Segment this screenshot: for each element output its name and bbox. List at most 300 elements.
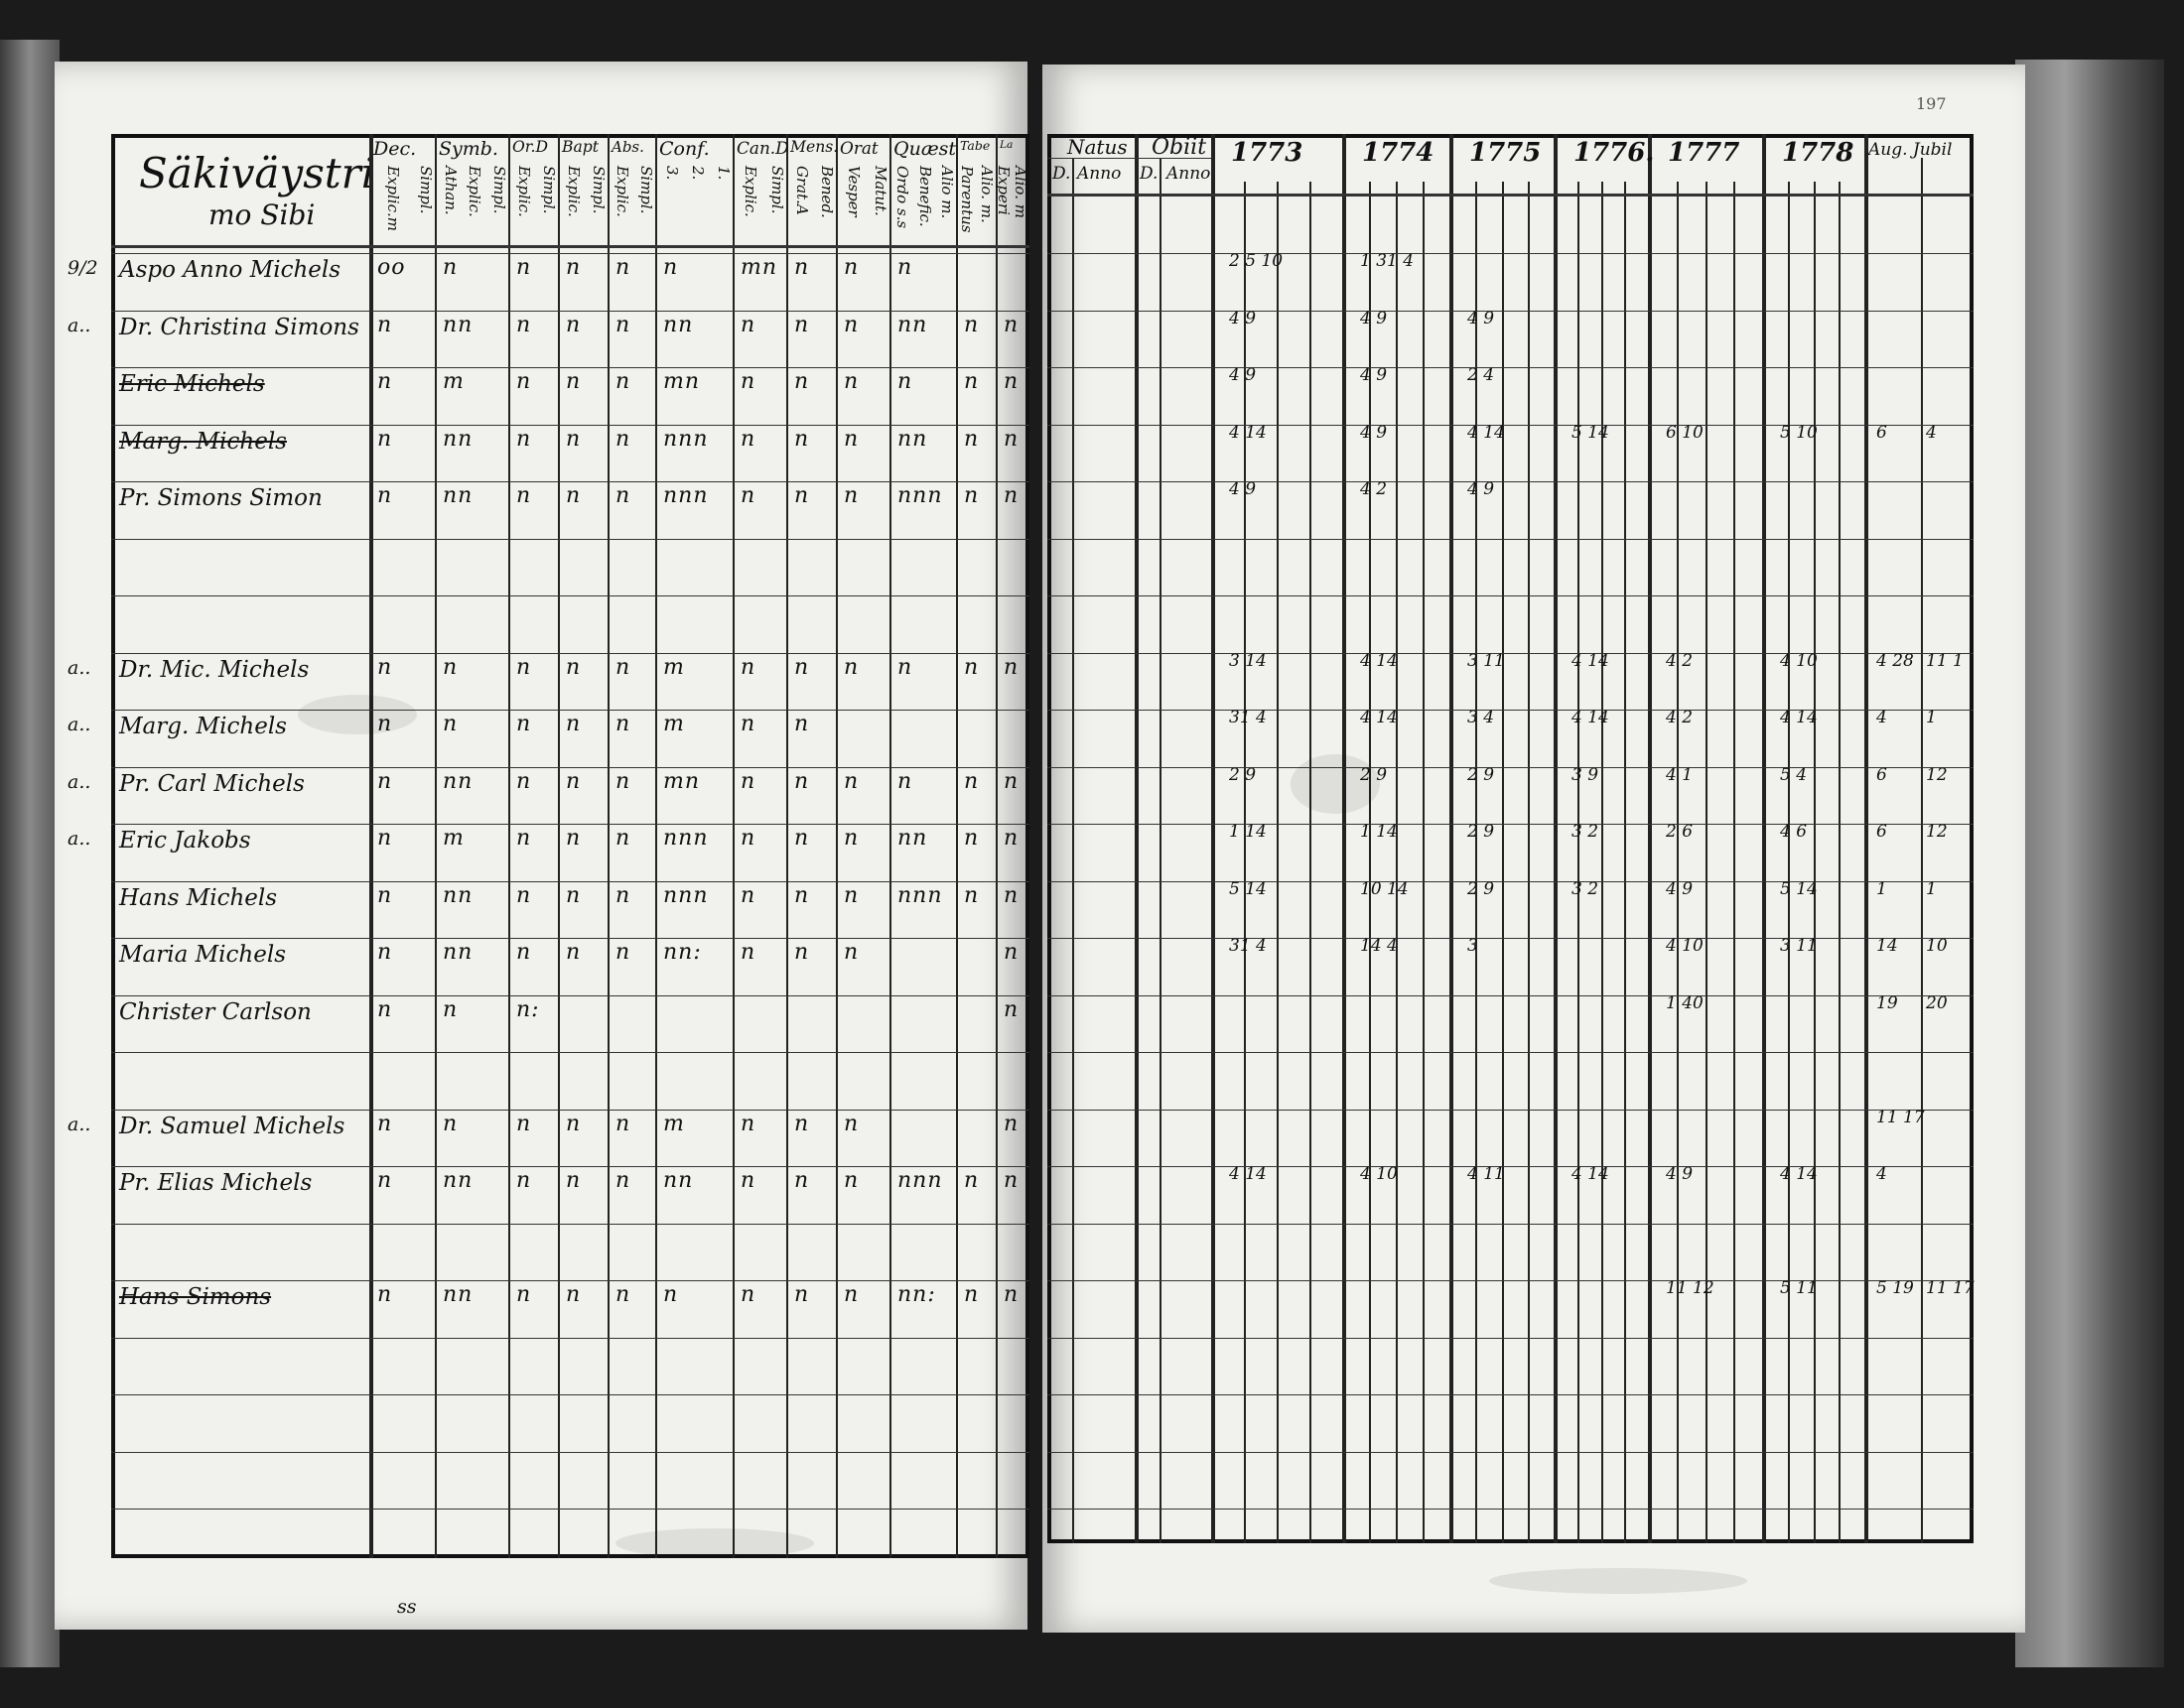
row-right-value: 4 xyxy=(1876,708,1887,727)
row-mark: n xyxy=(1004,826,1020,851)
row-right-value: 4 14 xyxy=(1571,708,1609,727)
right-obiit-subdivider xyxy=(1160,158,1161,1543)
row-mark: n xyxy=(741,1111,756,1136)
right-column-divider xyxy=(1554,134,1558,1543)
row-mark: n xyxy=(741,768,756,794)
row-right-value: 10 14 xyxy=(1360,878,1409,899)
right-year-subdivider xyxy=(1475,182,1477,1543)
right-row-rule xyxy=(1047,595,1974,596)
row-mark: n xyxy=(566,369,582,394)
left-row-rule xyxy=(111,1110,1029,1111)
row-mark: n xyxy=(844,312,860,337)
row-right-value: 5 14 xyxy=(1229,878,1267,899)
right-header-obiit-d: D. xyxy=(1140,164,1159,184)
left-subheader-9-2: Alio m. xyxy=(938,166,956,219)
left-header-3: Bapt xyxy=(562,138,600,156)
right-year-subdivider xyxy=(1677,182,1679,1543)
left-row-rule xyxy=(111,253,1029,254)
row-mark: n xyxy=(566,312,582,337)
left-header-11: La xyxy=(1000,138,1014,151)
right-header-aug-jubil: Aug. Jubil xyxy=(1868,140,1953,160)
left-row-rule xyxy=(111,995,1029,996)
right-year-subdivider xyxy=(1528,182,1530,1543)
left-subheader-6-0: Explic. xyxy=(742,166,759,217)
left-header-0: Dec. xyxy=(373,138,417,160)
row-mark: nnn xyxy=(663,882,709,908)
row-right-value: 4 28 xyxy=(1876,650,1914,671)
row-right-value: 3 9 xyxy=(1571,764,1599,785)
row-name: Hans Simons xyxy=(119,1284,272,1310)
row-right-value: 4 14 xyxy=(1360,708,1398,727)
row-mark: n xyxy=(443,255,459,280)
right-year-subdivider xyxy=(1706,182,1707,1543)
row-mark: n xyxy=(897,255,913,280)
row-mark: m xyxy=(443,369,465,394)
row-mark: n xyxy=(377,768,393,794)
right-row-rule xyxy=(1047,1452,1974,1453)
row-right-value: 4 14 xyxy=(1780,1164,1818,1184)
left-row-rule xyxy=(111,1224,1029,1225)
left-column-divider xyxy=(733,134,735,1558)
row-name: Eric Michels xyxy=(119,371,265,397)
row-mark: n xyxy=(443,712,459,736)
row-mark: n xyxy=(516,426,532,452)
row-right-value: 4 11 xyxy=(1467,1164,1505,1184)
row-right-value: 5 10 xyxy=(1780,422,1818,443)
row-mark: n xyxy=(516,940,532,965)
row-mark: n xyxy=(897,654,913,680)
row-right-value: 20 xyxy=(1926,992,1948,1013)
row-mark: nn xyxy=(443,1282,474,1307)
row-mark: n xyxy=(516,712,532,736)
row-right-value: 5 19 xyxy=(1876,1278,1914,1298)
row-mark: n xyxy=(741,312,756,337)
row-right-value: 4 9 xyxy=(1229,365,1257,385)
row-margin-mark: a.. xyxy=(68,770,91,793)
row-mark: nnn xyxy=(663,483,709,508)
left-subheader-9-1: Benefic. xyxy=(915,166,934,227)
left-row-rule xyxy=(111,367,1029,368)
right-year-subdivider xyxy=(1396,182,1398,1543)
row-mark: n xyxy=(794,255,810,280)
row-mark: n xyxy=(663,1282,679,1307)
right-column-divider xyxy=(1762,134,1766,1543)
right-column-divider xyxy=(1864,134,1868,1543)
row-name: Dr. Samuel Michels xyxy=(119,1113,345,1139)
row-mark: n xyxy=(1004,426,1020,452)
row-mark: nn xyxy=(897,312,928,337)
row-right-value: 4 2 xyxy=(1666,650,1694,671)
row-name: Hans Michels xyxy=(119,884,278,911)
right-year-subdivider xyxy=(1502,182,1504,1543)
right-header-year-0: 1773 xyxy=(1231,138,1303,168)
row-mark: n xyxy=(1004,1168,1020,1193)
left-subheader-0-0: Explic.m xyxy=(384,166,402,231)
row-mark: nn xyxy=(663,1168,694,1193)
row-mark: n xyxy=(844,940,860,965)
row-mark: n xyxy=(741,654,756,680)
row-mark: n xyxy=(377,426,393,452)
row-margin-mark: 9/2 xyxy=(68,257,98,279)
row-mark: n xyxy=(516,255,532,280)
right-last-subdivider xyxy=(1921,158,1923,1543)
row-mark: nn xyxy=(443,940,474,965)
row-mark: nn xyxy=(443,426,474,452)
row-mark: n xyxy=(566,255,582,280)
row-right-value: 1 31 4 xyxy=(1360,251,1415,271)
row-mark: n xyxy=(964,483,980,508)
row-right-value: 2 9 xyxy=(1229,764,1257,785)
row-mark: n xyxy=(516,1111,532,1136)
row-mark: n xyxy=(741,1168,756,1193)
row-mark: n xyxy=(964,1168,980,1193)
left-column-divider xyxy=(655,134,657,1558)
row-right-value: 4 9 xyxy=(1229,479,1257,499)
row-mark: n xyxy=(1004,996,1020,1022)
row-mark: n xyxy=(1004,369,1020,394)
row-mark: n xyxy=(964,654,980,680)
right-header-year-1: 1774 xyxy=(1362,138,1434,168)
left-column-divider xyxy=(608,134,610,1558)
row-mark: n xyxy=(615,712,631,736)
left-column-divider xyxy=(786,134,788,1558)
left-column-divider xyxy=(956,134,958,1558)
left-row-rule xyxy=(111,938,1029,939)
row-mark: n xyxy=(794,1282,810,1307)
left-subheader-1-0: Athan. xyxy=(441,166,460,215)
right-row-rule xyxy=(1047,539,1974,540)
row-right-value: 2 9 xyxy=(1360,764,1388,785)
row-mark: n xyxy=(615,768,631,794)
row-mark: n xyxy=(516,768,532,794)
row-mark: n xyxy=(844,369,860,394)
row-right-value: 14 4 xyxy=(1360,936,1398,956)
row-right-value: 10 xyxy=(1926,936,1948,956)
left-row-rule xyxy=(111,539,1029,540)
left-header-2: Or.D xyxy=(512,138,549,156)
row-mark: n xyxy=(566,940,582,965)
right-year-subdivider xyxy=(1733,182,1735,1543)
right-header-year-3: 1776. xyxy=(1573,138,1655,168)
left-page-title-line1: Säkiväystri xyxy=(139,149,375,197)
left-subheader-8-1: Matut. xyxy=(872,166,889,216)
row-mark: n xyxy=(844,255,860,280)
row-mark: n xyxy=(566,712,582,736)
right-year-subdivider xyxy=(1244,182,1246,1543)
row-right-value: 14 xyxy=(1876,936,1898,956)
row-right-value: 12 xyxy=(1926,822,1948,842)
row-mark: nnn xyxy=(663,826,709,851)
row-mark: n xyxy=(794,882,810,908)
right-row-rule xyxy=(1047,1052,1974,1053)
row-mark: n xyxy=(964,826,980,851)
row-mark: n: xyxy=(516,996,540,1022)
row-mark: n xyxy=(615,1111,631,1136)
row-mark: n xyxy=(615,426,631,452)
left-subheader-2-1: Simpl. xyxy=(540,166,558,214)
row-right-value: 4 6 xyxy=(1780,822,1808,842)
right-row-rule xyxy=(1047,253,1974,254)
row-mark: n xyxy=(443,996,459,1022)
row-right-value: 4 9 xyxy=(1360,365,1388,385)
row-mark: n xyxy=(566,1282,582,1307)
row-mark: n xyxy=(377,1168,393,1193)
row-mark: nn: xyxy=(897,1282,936,1307)
row-mark: n xyxy=(615,1168,631,1193)
row-right-value: 5 14 xyxy=(1571,422,1609,443)
right-year-subdivider xyxy=(1369,182,1371,1543)
right-header-natus-anno: Anno xyxy=(1077,164,1122,184)
left-subheader-11-0: Experi xyxy=(995,166,1013,215)
row-mark: nn xyxy=(897,426,928,452)
row-mark: n xyxy=(443,654,459,680)
right-header-obiit: Obiit xyxy=(1152,135,1207,160)
row-right-value: 2 9 xyxy=(1467,764,1495,785)
row-right-value: 6 10 xyxy=(1666,422,1704,443)
right-row-rule xyxy=(1047,425,1974,426)
row-right-value: 3 2 xyxy=(1571,822,1599,842)
right-column-divider xyxy=(1648,134,1652,1543)
row-mark: n xyxy=(741,369,756,394)
row-right-value: 4 14 xyxy=(1467,422,1505,443)
row-margin-mark: a.. xyxy=(68,1113,91,1135)
row-mark: n xyxy=(794,426,810,452)
left-subheader-4-0: Explic. xyxy=(614,166,631,217)
row-name: Dr. Christina Simons xyxy=(119,314,359,340)
left-row-rule xyxy=(111,311,1029,312)
left-subheader-0-1: Simpl. xyxy=(417,166,435,214)
right-row-rule xyxy=(1047,1280,1974,1281)
left-column-divider xyxy=(996,134,998,1558)
row-mark: n xyxy=(566,426,582,452)
left-row-rule xyxy=(111,710,1029,711)
row-mark: n xyxy=(964,882,980,908)
row-margin-mark: a.. xyxy=(68,714,91,735)
row-mark: n xyxy=(377,712,393,736)
right-year-subdivider xyxy=(1814,182,1816,1543)
row-mark: n xyxy=(615,826,631,851)
left-header-9: Quæst xyxy=(893,138,957,160)
row-mark: n xyxy=(615,483,631,508)
row-mark: n xyxy=(844,1168,860,1193)
left-subheader-1-2: Simpl. xyxy=(490,166,508,214)
row-mark: n xyxy=(794,712,810,736)
right-header-natus-d: D. xyxy=(1052,164,1071,184)
right-header-year-5: 1778 xyxy=(1782,138,1854,168)
row-right-value: 3 xyxy=(1467,936,1478,956)
row-mark: m xyxy=(663,654,685,680)
row-name: Pr. Simons Simon xyxy=(119,485,323,511)
row-mark: nnn xyxy=(897,882,943,908)
left-column-divider xyxy=(435,134,437,1558)
row-mark: n xyxy=(1004,768,1020,794)
row-mark: nn xyxy=(443,882,474,908)
row-mark: n xyxy=(516,826,532,851)
left-column-divider xyxy=(369,134,373,1558)
row-right-value: 11 17 xyxy=(1926,1278,1975,1298)
row-mark: n xyxy=(615,1282,631,1307)
row-right-value: 4 14 xyxy=(1571,650,1609,671)
left-row-rule xyxy=(111,1052,1029,1053)
row-right-value: 4 xyxy=(1876,1164,1887,1184)
row-mark: n xyxy=(615,940,631,965)
left-subheader-6-1: Simpl. xyxy=(768,166,786,214)
row-mark: nn xyxy=(443,312,474,337)
left-subheader-2-0: Explic. xyxy=(515,166,533,217)
right-row-rule xyxy=(1047,767,1974,768)
right-row-rule xyxy=(1047,311,1974,312)
row-mark: n xyxy=(844,654,860,680)
left-row-rule xyxy=(111,1509,1029,1510)
row-right-value: 4 9 xyxy=(1467,308,1495,328)
row-mark: n xyxy=(741,940,756,965)
row-mark: n xyxy=(897,768,913,794)
left-subheader-3-0: Explic. xyxy=(565,166,583,217)
row-mark: n xyxy=(1004,882,1020,908)
row-mark: n xyxy=(964,1282,980,1307)
row-right-value: 1 14 xyxy=(1360,822,1398,842)
right-row-rule xyxy=(1047,824,1974,825)
right-row-rule xyxy=(1047,881,1974,882)
row-right-value: 4 2 xyxy=(1360,479,1388,499)
left-header-bottom-rule xyxy=(111,245,1029,248)
right-year-subdivider xyxy=(1577,182,1579,1543)
row-mark: n xyxy=(377,312,393,337)
row-right-value: 4 14 xyxy=(1229,1164,1267,1184)
left-header-10: Tabe xyxy=(960,138,991,153)
row-right-value: 6 xyxy=(1876,422,1887,443)
paper-stain xyxy=(1291,754,1380,814)
row-mark: n xyxy=(1004,1282,1020,1307)
row-mark: n xyxy=(794,369,810,394)
row-right-value: 3 2 xyxy=(1571,878,1599,899)
row-mark: n xyxy=(516,882,532,908)
left-row-rule xyxy=(111,1338,1029,1339)
row-right-value: 1 14 xyxy=(1229,822,1267,842)
row-mark: n xyxy=(516,1168,532,1193)
right-year-subdivider xyxy=(1601,182,1603,1543)
row-name: Marg. Michels xyxy=(119,714,287,739)
row-mark: n xyxy=(1004,1111,1020,1136)
row-mark: n xyxy=(844,426,860,452)
row-mark: m xyxy=(663,712,685,736)
left-subheader-7-1: Bened. xyxy=(818,166,836,218)
left-row-rule xyxy=(111,767,1029,768)
row-mark: mn xyxy=(663,369,701,394)
row-mark: n xyxy=(844,1282,860,1307)
right-column-divider xyxy=(1135,134,1139,1543)
row-mark: n xyxy=(566,483,582,508)
row-mark: n xyxy=(741,426,756,452)
row-mark: n xyxy=(377,654,393,680)
right-header-obiit-anno: Anno xyxy=(1166,164,1211,184)
row-mark: n xyxy=(566,768,582,794)
right-year-subdivider xyxy=(1624,182,1626,1543)
left-header-4: Abs. xyxy=(612,138,644,156)
row-right-value: 5 4 xyxy=(1780,764,1808,785)
row-right-value: 4 2 xyxy=(1666,708,1694,727)
row-right-value: 12 xyxy=(1926,764,1948,785)
row-mark: n xyxy=(443,1111,459,1136)
row-margin-mark: a.. xyxy=(68,314,91,336)
row-mark: n xyxy=(377,369,393,394)
bottom-mark: ss xyxy=(397,1596,417,1618)
row-mark: n xyxy=(377,940,393,965)
row-mark: n xyxy=(566,826,582,851)
left-row-rule xyxy=(111,824,1029,825)
left-row-rule xyxy=(111,1280,1029,1281)
row-right-value: 2 6 xyxy=(1666,822,1694,842)
right-row-rule xyxy=(1047,1166,1974,1167)
right-column-divider xyxy=(1342,134,1346,1543)
row-mark: n xyxy=(615,312,631,337)
left-subheader-1-1: Explic. xyxy=(466,166,484,217)
row-mark: n xyxy=(377,1111,393,1136)
row-name: Pr. Carl Michels xyxy=(119,770,305,797)
row-mark: n xyxy=(377,1282,393,1307)
row-mark: n xyxy=(794,1168,810,1193)
left-subheader-5-1: 2. xyxy=(689,166,707,181)
row-right-value: 1 xyxy=(1926,708,1937,727)
row-right-value: 4 10 xyxy=(1360,1164,1398,1184)
right-row-rule xyxy=(1047,938,1974,939)
right-header-year-2: 1775 xyxy=(1469,138,1542,168)
left-header-1: Symb. xyxy=(439,138,498,160)
row-mark: n xyxy=(741,826,756,851)
left-row-rule xyxy=(111,1394,1029,1395)
row-right-value: 11 17 xyxy=(1876,1107,1925,1127)
row-mark: n xyxy=(741,712,756,736)
right-row-rule xyxy=(1047,653,1974,654)
left-row-rule xyxy=(111,425,1029,426)
row-mark: n xyxy=(964,312,980,337)
right-table-frame xyxy=(1047,134,1974,1543)
row-mark: nnn xyxy=(663,426,709,452)
row-mark: n xyxy=(615,255,631,280)
paper-stain xyxy=(1489,1568,1747,1594)
row-name: Dr. Mic. Michels xyxy=(119,656,310,683)
row-mark: n xyxy=(741,483,756,508)
row-mark: n xyxy=(964,768,980,794)
row-margin-mark: a.. xyxy=(68,828,91,850)
row-mark: nnn xyxy=(897,1168,943,1193)
right-year-subdivider xyxy=(1423,182,1425,1543)
row-mark: n xyxy=(663,255,679,280)
row-right-value: 4 xyxy=(1926,422,1937,443)
row-right-value: 31 4 xyxy=(1229,936,1267,956)
left-subheader-7-0: Grat.A xyxy=(793,166,811,215)
left-column-divider xyxy=(558,134,560,1558)
left-row-rule xyxy=(111,1166,1029,1167)
left-row-rule xyxy=(111,1452,1029,1453)
row-right-value: 1 xyxy=(1876,878,1887,899)
row-right-value: 6 xyxy=(1876,822,1887,842)
left-column-divider xyxy=(836,134,838,1558)
row-right-value: 11 12 xyxy=(1666,1278,1714,1298)
row-margin-mark: a.. xyxy=(68,656,91,679)
row-right-value: 5 11 xyxy=(1780,1278,1818,1298)
right-row-rule xyxy=(1047,481,1974,482)
row-name: Eric Jakobs xyxy=(119,828,251,854)
left-subheader-5-2: 1. xyxy=(715,166,733,181)
row-mark: n xyxy=(844,768,860,794)
left-subheader-3-1: Simpl. xyxy=(590,166,608,214)
right-header-year-4: 1777 xyxy=(1668,138,1740,168)
book-right-edge xyxy=(2015,60,2164,1667)
left-subheader-10-0: Parentus xyxy=(958,166,976,233)
row-mark: n xyxy=(566,882,582,908)
row-mark: n xyxy=(794,312,810,337)
